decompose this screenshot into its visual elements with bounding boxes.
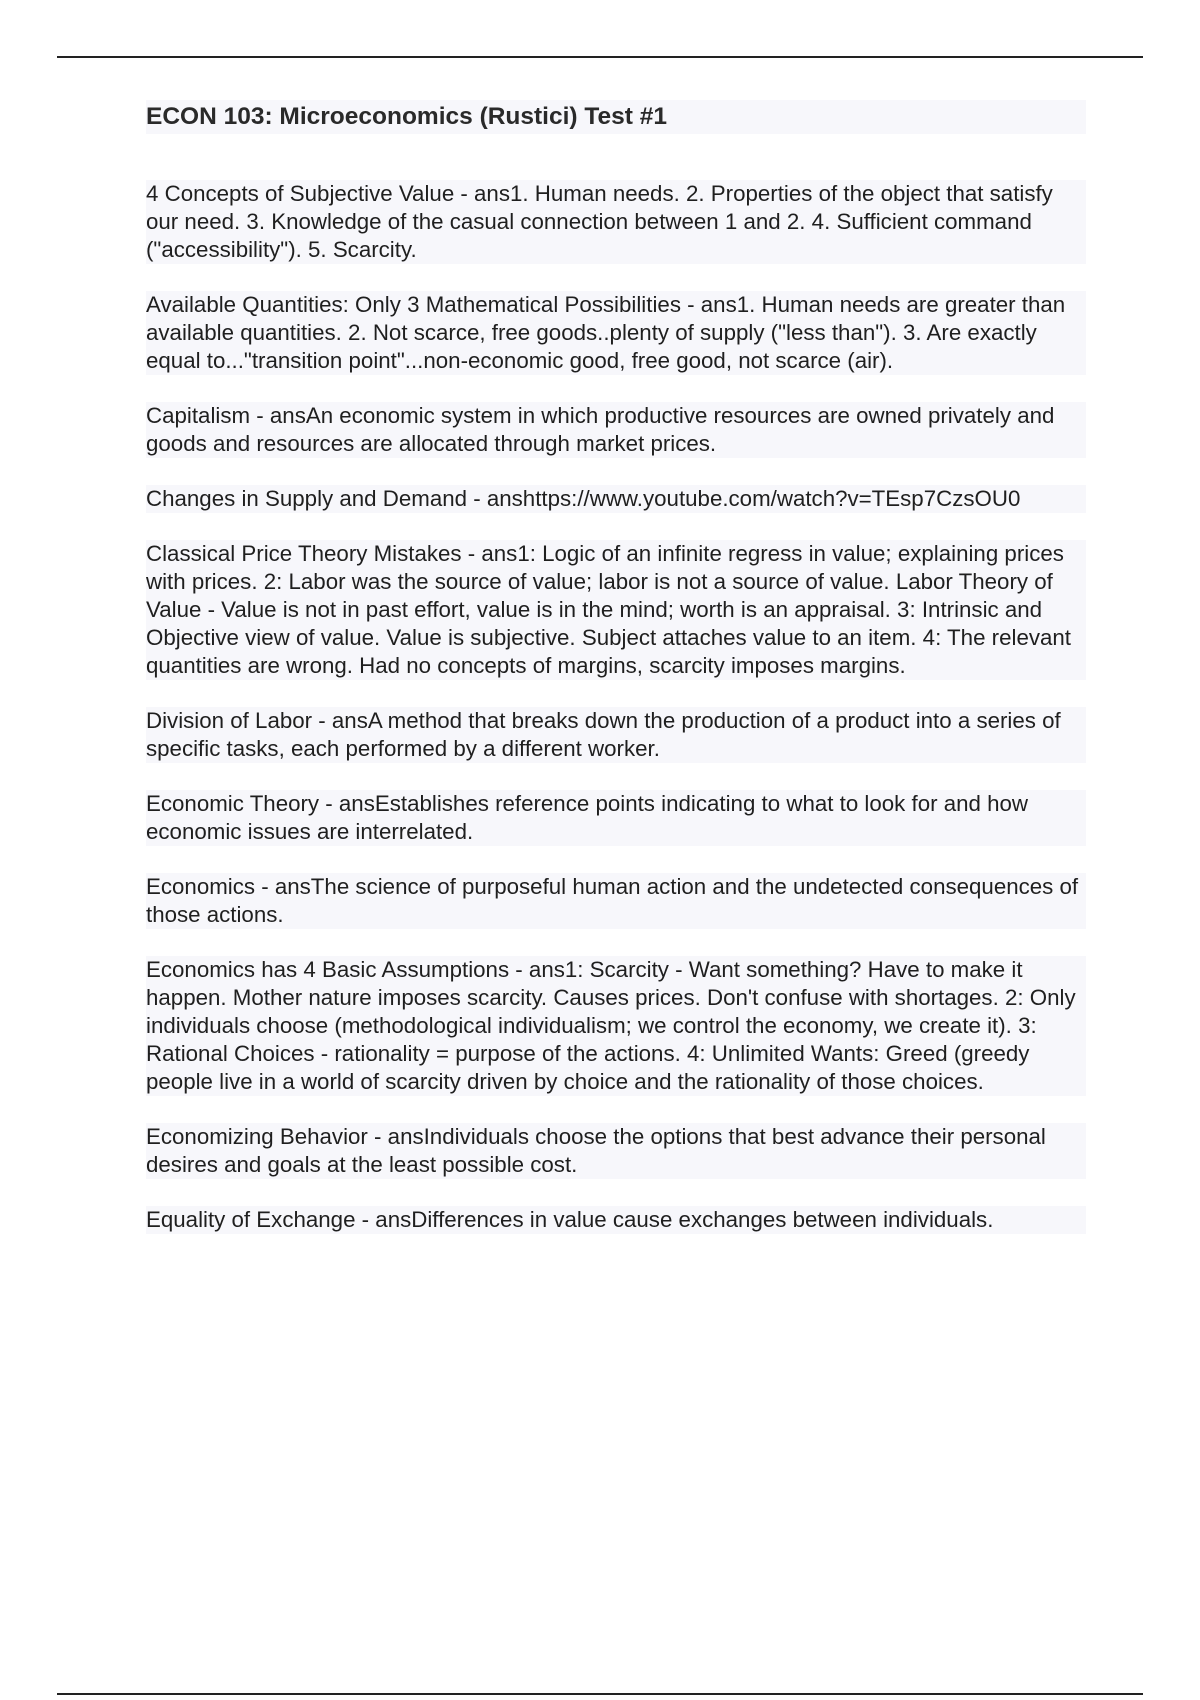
entry-subjective-value: 4 Concepts of Subjective Value - ans1. Human needs. 2. Properties of the object that satisfy our need. 3. Knowledge of the casual connection between 1 and 2. 4. Sufficient command ("accessibility"). 5. Scarcity. [146,180,1086,264]
header-rule [57,56,1143,58]
document-title: ECON 103: Microeconomics (Rustici) Test #1 [146,100,1086,134]
entry-available-quantities: Available Quantities: Only 3 Mathematical Possibilities - ans1. Human needs are greater than available quantities. 2. Not scarce, free goods..plenty of supply ("less than"). 3. Are exactly equal to..."transition point"...non-economic good, free good, not scarce (air). [146,291,1086,375]
document-body [146,100,1086,1261]
entry-capitalism: Capitalism - ansAn economic system in which productive resources are owned privately and goods and resources are allocated through market prices. [146,402,1086,458]
entry-basic-assumptions: Economics has 4 Basic Assumptions - ans1: Scarcity - Want something? Have to make it happen. Mother nature imposes scarcity. Causes prices. Don't confuse with shortages. 2: Only individuals choose (methodological individualism; we control the economy, we create it). 3: Rational Choices - rationality = purpose of the actions. 4: Unlimited Wants: Greed (greedy people live in a world of scarcity driven by choice and the rationality of those choices. [146,956,1086,1096]
entry-list [146,180,1086,1234]
entry-division-of-labor: Division of Labor - ansA method that breaks down the production of a product into a series of specific tasks, each performed by a different worker. [146,707,1086,763]
entry-economizing-behavior: Economizing Behavior - ansIndividuals choose the options that best advance their personal desires and goals at the least possible cost. [146,1123,1086,1179]
entry-economics: Economics - ansThe science of purposeful human action and the undetected consequences of those actions. [146,873,1086,929]
footer-rule [57,1693,1143,1695]
entry-supply-demand: Changes in Supply and Demand - anshttps://www.youtube.com/watch?v=TEsp7CzsOU0 [146,485,1086,513]
entry-equality-of-exchange: Equality of Exchange - ansDifferences in value cause exchanges between individuals. [146,1206,1086,1234]
entry-classical-price-theory: Classical Price Theory Mistakes - ans1: Logic of an infinite regress in value; explaining prices with prices. 2: Labor was the source of value; labor is not a source of value. Labor Theory of Value - Value is not in past effort, value is in the mind; worth is an appraisal. 3: Intrinsic and Objective view of value. Value is subjective. Subject attaches value to an item. 4: The relevant quantities are wrong. Had no concepts of margins, scarcity imposes margins. [146,540,1086,680]
entry-economic-theory: Economic Theory - ansEstablishes reference points indicating to what to look for and how economic issues are interrelated. [146,790,1086,846]
